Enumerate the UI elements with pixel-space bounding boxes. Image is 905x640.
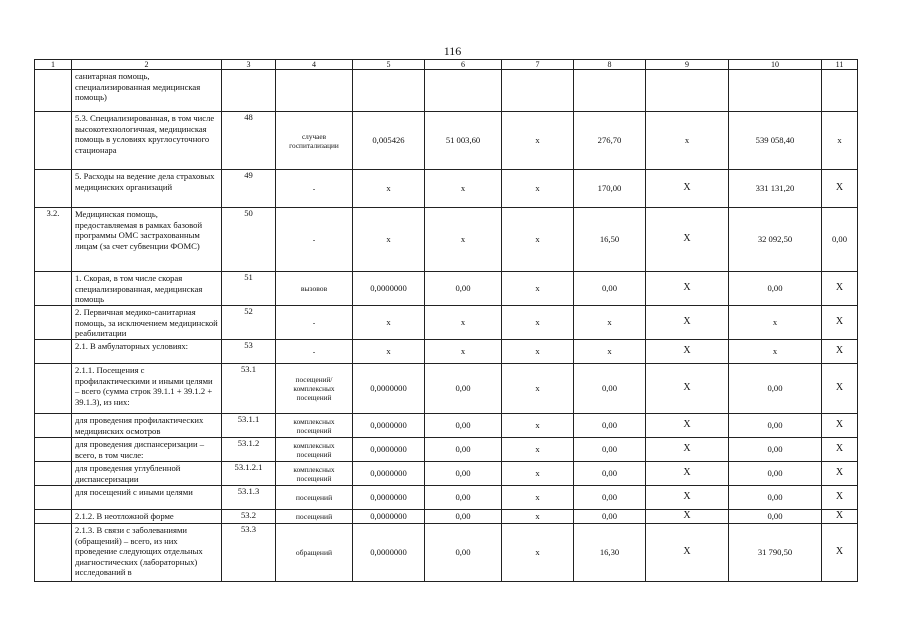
cost-norm-cell: 0,00 [425, 486, 502, 510]
total-oms-cell: 0,00 [729, 414, 822, 438]
total-budget-cell: X [646, 486, 729, 510]
per-capita-oms-cell: 16,30 [574, 524, 646, 582]
line-code-cell: 49 [222, 170, 276, 208]
unit-cell: случаев госпитализации [276, 112, 353, 170]
column-header: 3 [222, 60, 276, 70]
total-oms-cell [729, 70, 822, 112]
line-code-cell: 48 [222, 112, 276, 170]
percent-cell: X [822, 272, 858, 306]
total-oms-cell: 0,00 [729, 272, 822, 306]
total-budget-cell: X [646, 414, 729, 438]
percent-cell: X [822, 414, 858, 438]
description-cell: для проведения диспансеризации – всего, в том числе: [72, 438, 222, 462]
total-oms-cell: 32 092,50 [729, 208, 822, 272]
table-row [35, 462, 858, 486]
unit-cell: посещений/ комплексных посещений [276, 364, 353, 414]
description-cell: 2. Первичная медико-санитарная помощь, за исключением медицинской реабилитации [72, 306, 222, 340]
column-header: 11 [822, 60, 858, 70]
total-budget-cell: X [646, 364, 729, 414]
cost-norm-cell: 0,00 [425, 364, 502, 414]
table-row [35, 364, 858, 414]
line-code-cell: 52 [222, 306, 276, 340]
per-capita-oms-cell: 0,00 [574, 272, 646, 306]
cost-norm-cell: х [425, 170, 502, 208]
cost-norm-cell [425, 70, 502, 112]
percent-cell: X [822, 510, 858, 524]
volume-norm-cell: х [353, 340, 425, 364]
volume-norm-cell [353, 70, 425, 112]
cost-norm-cell: 0,00 [425, 272, 502, 306]
cost-norm-cell: 0,00 [425, 438, 502, 462]
row-number-cell [35, 272, 72, 306]
total-budget-cell: X [646, 524, 729, 582]
percent-cell: X [822, 524, 858, 582]
cost-norm-cell: х [425, 306, 502, 340]
per-capita-oms-cell: 276,70 [574, 112, 646, 170]
cost-norm-cell: х [425, 340, 502, 364]
row-number-cell [35, 414, 72, 438]
unit-cell: - [276, 170, 353, 208]
percent-cell: X [822, 306, 858, 340]
per-capita-budget-cell: х [502, 306, 574, 340]
per-capita-budget-cell: х [502, 486, 574, 510]
total-oms-cell: 331 131,20 [729, 170, 822, 208]
per-capita-budget-cell: х [502, 462, 574, 486]
volume-norm-cell: х [353, 170, 425, 208]
per-capita-oms-cell: 0,00 [574, 486, 646, 510]
total-budget-cell: X [646, 170, 729, 208]
per-capita-oms-cell: 0,00 [574, 414, 646, 438]
description-cell: 1. Скорая, в том числе скорая специализированная, медицинская помощь [72, 272, 222, 306]
line-code-cell: 53.3 [222, 524, 276, 582]
percent-cell: х [822, 112, 858, 170]
cost-norm-cell: 0,00 [425, 414, 502, 438]
per-capita-oms-cell: х [574, 340, 646, 364]
total-oms-cell: 0,00 [729, 462, 822, 486]
description-cell: 5.3. Специализированная, в том числе высокотехнологичная, медицинская помощь в условиях круглосуточного стационара [72, 112, 222, 170]
total-oms-cell: 0,00 [729, 438, 822, 462]
volume-norm-cell: х [353, 208, 425, 272]
row-number-cell [35, 112, 72, 170]
description-cell: 2.1.2. В неотложной форме [72, 510, 222, 524]
cost-norm-cell: 0,00 [425, 524, 502, 582]
total-budget-cell: X [646, 462, 729, 486]
line-code-cell: 50 [222, 208, 276, 272]
table-row [35, 208, 858, 272]
unit-cell: комплексных посещений [276, 462, 353, 486]
volume-norm-cell: 0,0000000 [353, 414, 425, 438]
per-capita-budget-cell: х [502, 414, 574, 438]
line-code-cell: 53.1.2.1 [222, 462, 276, 486]
table-row [35, 272, 858, 306]
total-oms-cell: х [729, 306, 822, 340]
percent-cell: X [822, 170, 858, 208]
column-header: 9 [646, 60, 729, 70]
description-cell: 2.1. В амбулаторных условиях: [72, 340, 222, 364]
per-capita-budget-cell: х [502, 524, 574, 582]
total-oms-cell: 0,00 [729, 364, 822, 414]
volume-norm-cell: 0,0000000 [353, 486, 425, 510]
total-budget-cell: X [646, 306, 729, 340]
percent-cell: 0,00 [822, 208, 858, 272]
row-number-cell [35, 306, 72, 340]
volume-norm-cell: 0,0000000 [353, 462, 425, 486]
volume-norm-cell: 0,005426 [353, 112, 425, 170]
row-number-cell [35, 438, 72, 462]
per-capita-oms-cell: 0,00 [574, 510, 646, 524]
column-header: 7 [502, 60, 574, 70]
description-cell: 2.1.1. Посещения с профилактическими и иными целями – всего (сумма строк 39.1.1 + 39.1.2 + 39.1.3), из них: [72, 364, 222, 414]
per-capita-budget-cell: х [502, 170, 574, 208]
column-number-row [35, 60, 858, 70]
description-cell: 2.1.3. В связи с заболеваниями (обращений) – всего, из них проведение следующих отдельных диагностических (лабораторных) исследований в [72, 524, 222, 582]
line-code-cell: 53.1.1 [222, 414, 276, 438]
table-row [35, 170, 858, 208]
percent-cell: X [822, 462, 858, 486]
unit-cell: - [276, 340, 353, 364]
unit-cell: комплексных посещений [276, 414, 353, 438]
per-capita-budget-cell: х [502, 510, 574, 524]
unit-cell [276, 70, 353, 112]
column-header: 6 [425, 60, 502, 70]
unit-cell: посещений [276, 486, 353, 510]
table-row [35, 306, 858, 340]
per-capita-budget-cell: х [502, 272, 574, 306]
percent-cell: X [822, 438, 858, 462]
per-capita-budget-cell [502, 70, 574, 112]
row-number-cell [35, 170, 72, 208]
volume-norm-cell: 0,0000000 [353, 438, 425, 462]
volume-norm-cell: 0,0000000 [353, 272, 425, 306]
table-row [35, 510, 858, 524]
line-code-cell: 51 [222, 272, 276, 306]
table-row [35, 524, 858, 582]
unit-cell: посещений [276, 510, 353, 524]
line-code-cell [222, 70, 276, 112]
description-cell: для проведения профилактических медицинских осмотров [72, 414, 222, 438]
description-cell: санитарная помощь, специализированная медицинская помощь) [72, 70, 222, 112]
description-cell: для проведения углубленной диспансеризации [72, 462, 222, 486]
per-capita-budget-cell: х [502, 340, 574, 364]
volume-norm-cell: 0,0000000 [353, 510, 425, 524]
per-capita-budget-cell: х [502, 112, 574, 170]
row-number-cell [35, 364, 72, 414]
cost-norm-cell: 0,00 [425, 510, 502, 524]
percent-cell: X [822, 486, 858, 510]
table-row [35, 414, 858, 438]
percent-cell [822, 70, 858, 112]
column-header: 5 [353, 60, 425, 70]
per-capita-oms-cell [574, 70, 646, 112]
page-number: 116 [443, 44, 462, 58]
table-row [35, 70, 858, 112]
per-capita-budget-cell: х [502, 364, 574, 414]
unit-cell: комплексных посещений [276, 438, 353, 462]
description-cell: 5. Расходы на ведение дела страховых медицинских организаций [72, 170, 222, 208]
volume-norm-cell: х [353, 306, 425, 340]
total-budget-cell: X [646, 438, 729, 462]
row-number-cell [35, 70, 72, 112]
per-capita-budget-cell: х [502, 438, 574, 462]
volume-norm-cell: 0,0000000 [353, 524, 425, 582]
column-header: 1 [35, 60, 72, 70]
cost-norm-cell: 51 003,60 [425, 112, 502, 170]
unit-cell: - [276, 306, 353, 340]
line-code-cell: 53 [222, 340, 276, 364]
row-number-cell [35, 462, 72, 486]
table-row [35, 112, 858, 170]
percent-cell: X [822, 340, 858, 364]
unit-cell: вызовов [276, 272, 353, 306]
line-code-cell: 53.2 [222, 510, 276, 524]
per-capita-oms-cell: 0,00 [574, 438, 646, 462]
column-header: 10 [729, 60, 822, 70]
total-budget-cell: X [646, 208, 729, 272]
description-cell: Медицинская помощь, предоставляемая в рамках базовой программы ОМС застрахованным лицам (за счет субвенции ФОМС) [72, 208, 222, 272]
total-oms-cell: 0,00 [729, 486, 822, 510]
table-row [35, 340, 858, 364]
total-oms-cell: 31 790,50 [729, 524, 822, 582]
table-row [35, 438, 858, 462]
total-budget-cell: х [646, 112, 729, 170]
row-number-cell [35, 510, 72, 524]
total-oms-cell: 0,00 [729, 510, 822, 524]
line-code-cell: 53.1.3 [222, 486, 276, 510]
total-budget-cell: X [646, 510, 729, 524]
total-budget-cell: X [646, 340, 729, 364]
total-oms-cell: 539 058,40 [729, 112, 822, 170]
data-table [34, 59, 858, 582]
per-capita-oms-cell: х [574, 306, 646, 340]
unit-cell: обращений [276, 524, 353, 582]
per-capita-oms-cell: 0,00 [574, 462, 646, 486]
row-number-cell: 3.2. [35, 208, 72, 272]
per-capita-oms-cell: 16,50 [574, 208, 646, 272]
per-capita-budget-cell: х [502, 208, 574, 272]
column-header: 2 [72, 60, 222, 70]
cost-norm-cell: 0,00 [425, 462, 502, 486]
unit-cell: - [276, 208, 353, 272]
per-capita-oms-cell: 0,00 [574, 364, 646, 414]
total-oms-cell: х [729, 340, 822, 364]
total-budget-cell [646, 70, 729, 112]
line-code-cell: 53.1 [222, 364, 276, 414]
column-header: 4 [276, 60, 353, 70]
row-number-cell [35, 340, 72, 364]
column-header: 8 [574, 60, 646, 70]
cost-norm-cell: х [425, 208, 502, 272]
description-cell: для посещений с иными целями [72, 486, 222, 510]
total-budget-cell: X [646, 272, 729, 306]
per-capita-oms-cell: 170,00 [574, 170, 646, 208]
volume-norm-cell: 0,0000000 [353, 364, 425, 414]
row-number-cell [35, 524, 72, 582]
percent-cell: X [822, 364, 858, 414]
line-code-cell: 53.1.2 [222, 438, 276, 462]
row-number-cell [35, 486, 72, 510]
table-row [35, 486, 858, 510]
